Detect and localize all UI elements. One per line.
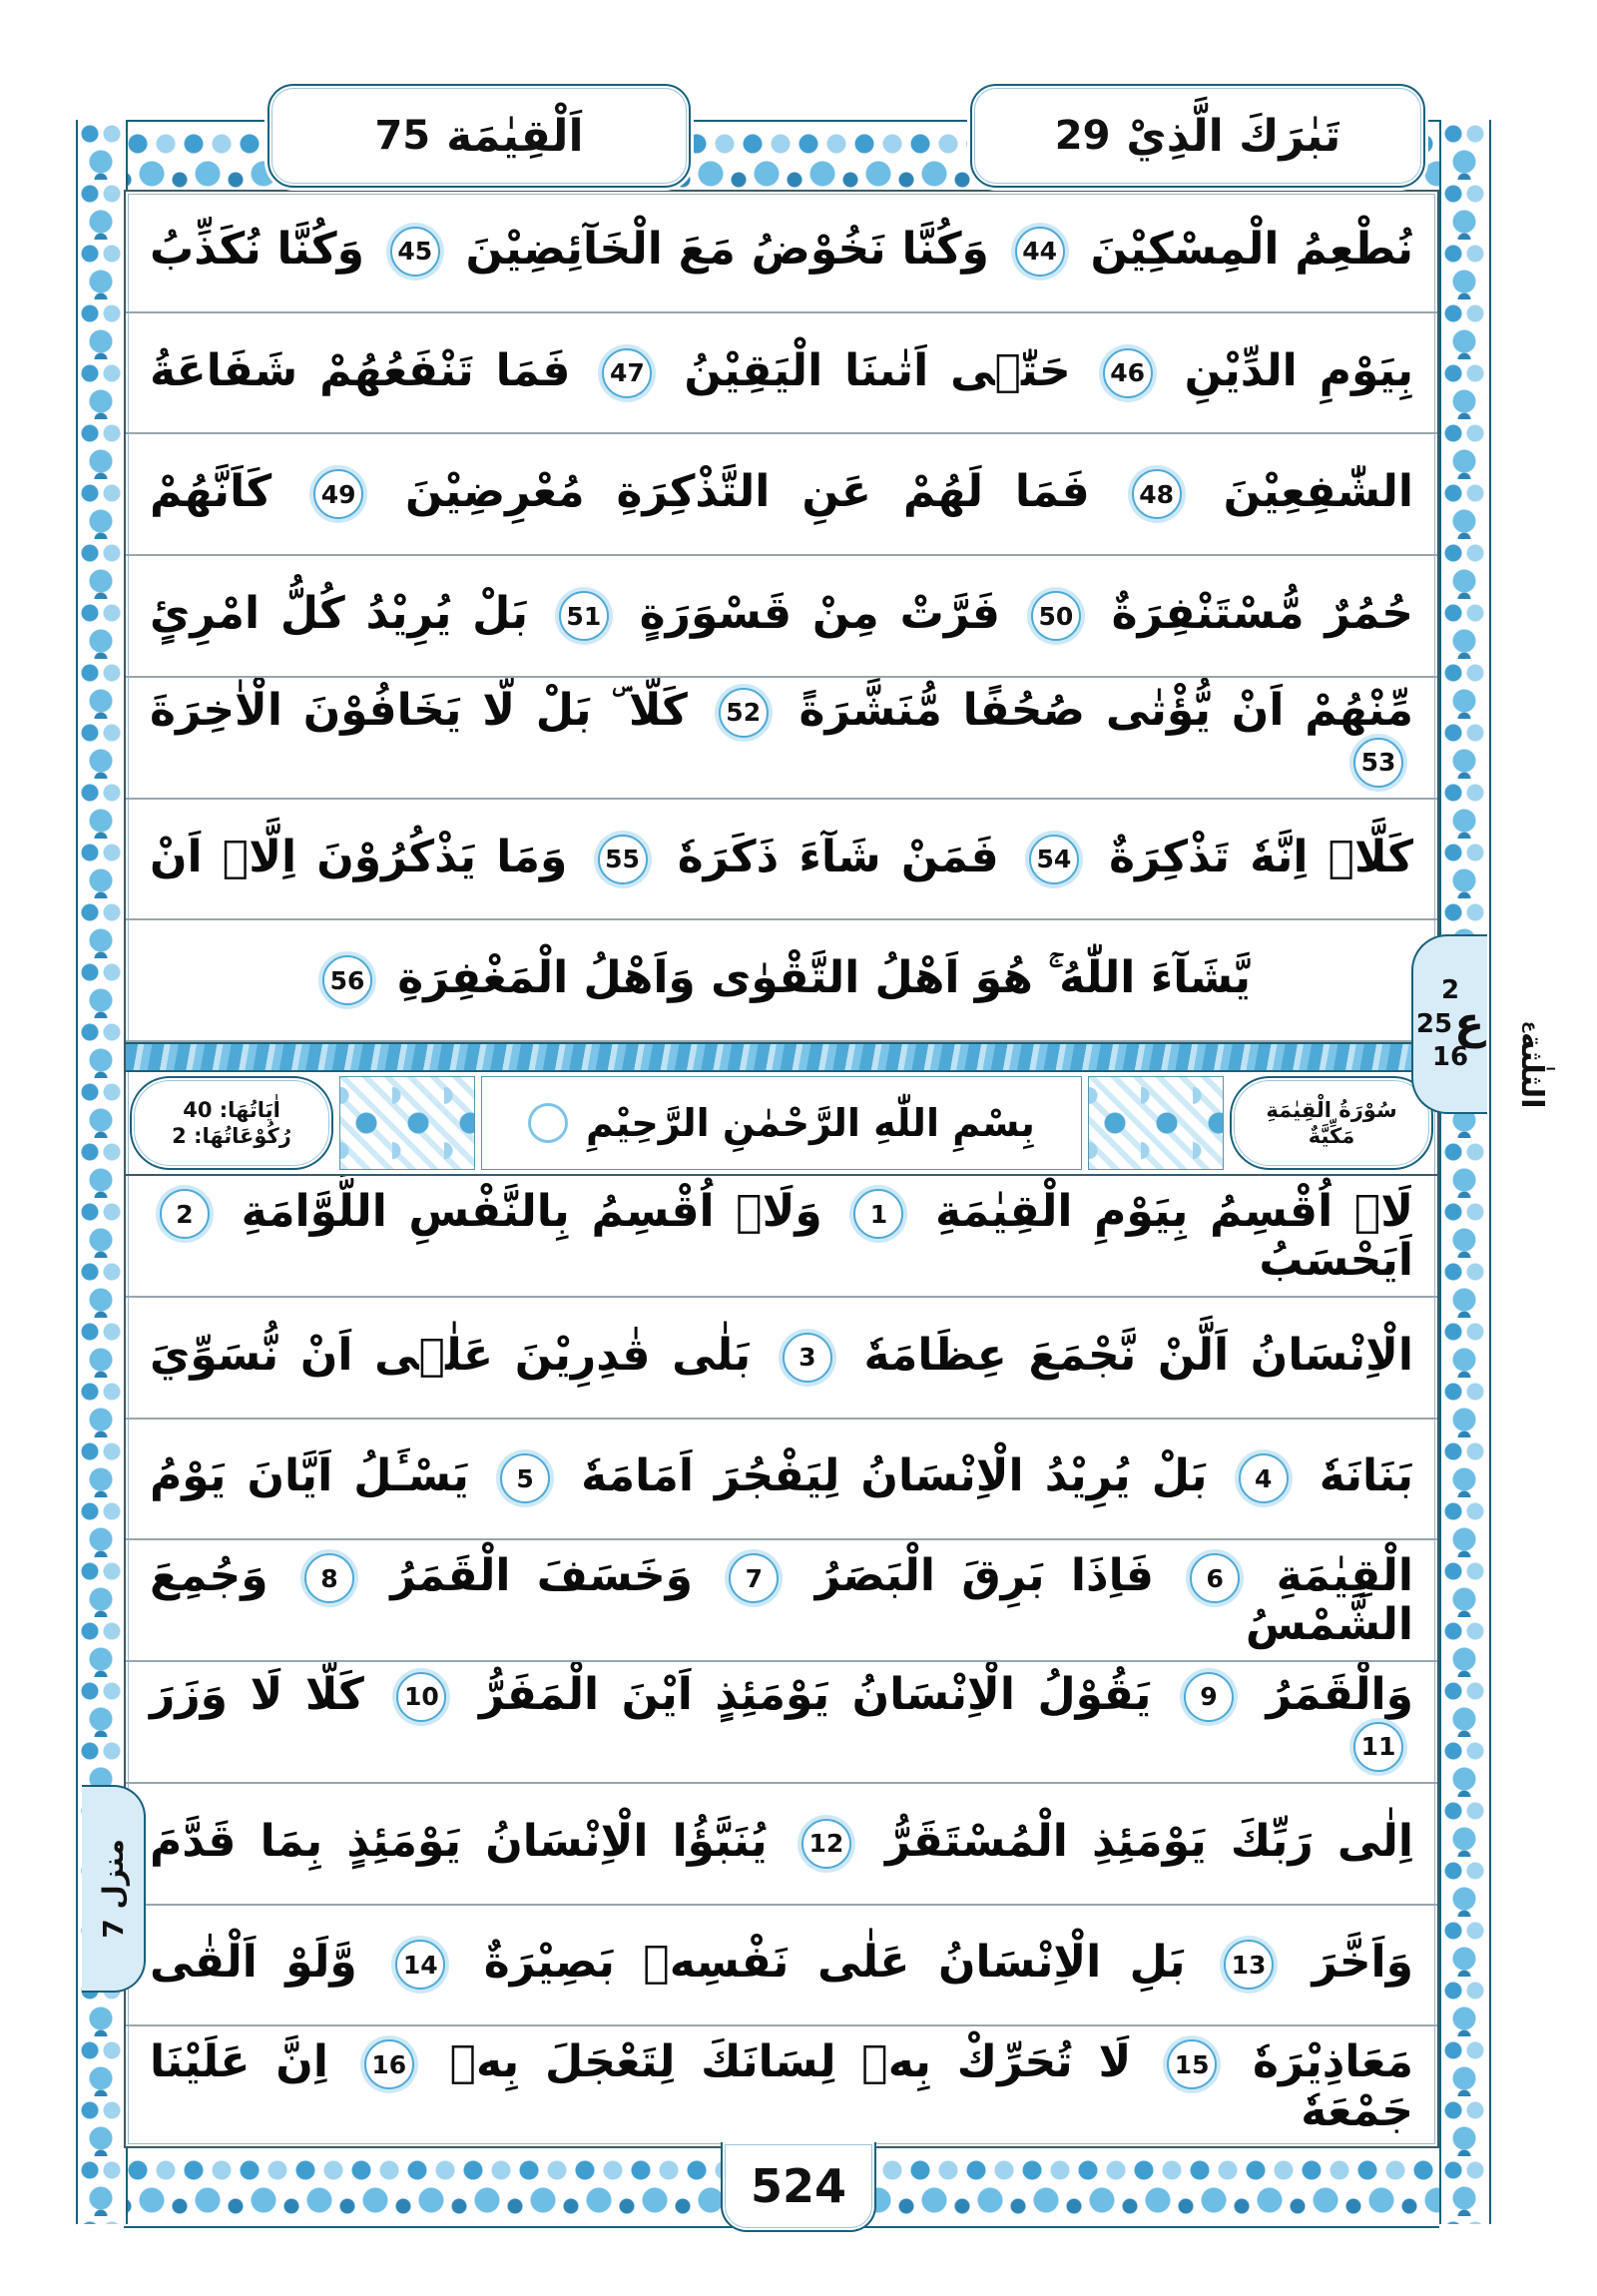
quran-line-row	[126, 800, 1437, 921]
frame-ornament-right	[1439, 120, 1491, 2224]
ruku-ain-symbol: ع	[1454, 998, 1485, 1050]
ruku-number-mid: 25	[1415, 1009, 1453, 1039]
ayah-count-text: اٰيَاتُهَا: 40	[183, 1097, 280, 1122]
verse-number-badge: 5	[500, 1453, 550, 1503]
quran-line: نُطْعِمُ الْمِسْكِيْنَ 44 وَكُنَّا نَخُوْضُ مَعَ الْخَآئِضِيْنَ 45 وَكُنَّا نُكَذِّبُ	[150, 223, 1413, 275]
verse-number-badge: 8	[304, 1553, 354, 1603]
quran-line-row	[126, 434, 1437, 556]
quran-line-row	[126, 1540, 1437, 1662]
text-frame	[124, 190, 1439, 2148]
hizb-fraction-label	[1514, 938, 1549, 1108]
verse-number-badge: 15	[1167, 2039, 1217, 2089]
quran-line: بِيَوْمِ الدِّيْنِ 46 حَتّٰۤى اَتٰىنَا الْيَقِيْنُ 47 فَمَا تَنْفَعُهُمْ شَفَاعَةُ	[150, 344, 1414, 396]
ruku-number-bottom: 16	[1431, 1041, 1469, 1072]
verse-number-badge: 48	[1132, 469, 1182, 519]
quran-line-row	[126, 1784, 1437, 1906]
quran-line: كَلَّاۤ اِنَّهٗ تَذْكِرَةٌ 54 فَمَنْ شَآءَ ذَكَرَهٗ 55 وَمَا يَذْكُرُوْنَ اِلَّاۤ اَنْ	[150, 831, 1414, 882]
ruku-marker-badge	[1411, 934, 1487, 1114]
quran-line-row	[126, 1420, 1437, 1541]
verse-number-badge: 54	[1029, 835, 1079, 884]
verse-number-badge: 4	[1239, 1453, 1289, 1503]
surah-title-cartouche	[1230, 1076, 1433, 1170]
quran-line: حُمُرٌ مُّسْتَنْفِرَةٌ 50 فَرَّتْ مِنْ قَسْوَرَةٍ 51 بَلْ يُرِيْدُ كُلُّ امْرِئٍ	[150, 588, 1414, 640]
verse-number-badge: 55	[598, 835, 648, 884]
quran-line-row	[126, 1176, 1437, 1298]
juz-name-label: تَبٰرَكَ الَّذِيْ	[1126, 110, 1341, 162]
quran-line: الشّٰفِعِيْنَ 48 فَمَا لَهُمْ عَنِ التَّذْكِرَةِ مُعْرِضِيْنَ 49 كَاَنَّهُمْ	[150, 466, 1413, 518]
quran-line: وَالْقَمَرُ 9 يَقُوْلُ الْاِنْسَانُ يَوْمَئِذٍ اَيْنَ الْمَفَرُّ 10 كَلَّا لَا وَزَرَ 11	[126, 1672, 1437, 1772]
surah-number-label: 75	[374, 113, 431, 159]
quran-line: اِلٰى رَبِّكَ يَوْمَئِذِ الْمُسْتَقَرُّ 12 يُنَبَّؤُا الْاِنْسَانُ يَوْمَئِذٍ بِمَا قَدَّمَ	[150, 1815, 1413, 1867]
quran-line-row	[126, 1298, 1437, 1420]
quran-line: مَعَاذِيْرَهٗ 15 لَا تُحَرِّكْ بِهٖ لِسَانَكَ لِتَعْجَلَ بِهٖ 16 اِنَّ عَلَيْنَا جَمْعَهٗ	[150, 2036, 1413, 2137]
verse-number-badge: 45	[390, 227, 440, 277]
verse-number-badge: 51	[559, 591, 609, 641]
page-number-text: 524	[750, 2159, 847, 2213]
quran-line-row	[126, 678, 1437, 800]
quran-line: وَاَخَّرَ 13 بَلِ الْاِنْسَانُ عَلٰى نَفْسِهٖ بَصِيْرَةٌ 14 وَّلَوْ اَلْقٰى	[150, 1937, 1413, 1989]
ruku-count-text: رُكُوْعَاتُهَا: 2	[172, 1124, 291, 1149]
circle-ornament-icon	[528, 1103, 568, 1143]
verse-number-badge: 13	[1224, 1940, 1274, 1990]
quran-line-row	[126, 1906, 1437, 2027]
surah-title-text: سُوْرَةُ الْقِيٰمَةِ	[1266, 1097, 1397, 1122]
manzil-marker-badge	[82, 1785, 146, 1993]
surah-name-tab	[267, 84, 691, 188]
verse-number-badge: 46	[1103, 348, 1153, 398]
verse-number-badge: 53	[1353, 738, 1403, 788]
basmala-panel	[481, 1076, 1082, 1170]
quran-line: الْقِيٰمَةِ 6 فَاِذَا بَرِقَ الْبَصَرُ 7 وَخَسَفَ الْقَمَرُ 8 وَجُمِعَ الشَّمْسُ	[150, 1550, 1414, 1651]
quran-line-row	[126, 192, 1437, 313]
hizb-fraction-text: الثلٰثة	[1514, 1031, 1549, 1108]
quran-line: بَنَانَهٗ 4 بَلْ يُرِيْدُ الْاِنْسَانُ لِيَفْجُرَ اَمَامَهٗ 5 يَسْـَٔلُ اَيَّانَ يَوْمُ	[150, 1450, 1413, 1502]
verse-number-badge: 7	[729, 1553, 779, 1603]
quran-line: مِّنْهُمْ اَنْ يُّؤْتٰى صُحُفًا مُّنَشَّرَةً 52 كَلَّا ۜ بَلْ لَّا يَخَافُوْنَ الْاٰخِرَةَ 53	[126, 688, 1437, 788]
juz-name-tab	[970, 84, 1425, 188]
braided-border-ornament	[126, 1042, 1437, 1072]
verse-number-badge: 49	[313, 469, 363, 519]
quran-line: لَاۤ اُقْسِمُ بِيَوْمِ الْقِيٰمَةِ 1 وَلَاۤ اُقْسِمُ بِالنَّفْسِ اللَّوَّامَةِ 2 اَيَحْسَبُ	[126, 1189, 1437, 1283]
verse-number-badge: 12	[801, 1819, 851, 1869]
verse-number-badge: 9	[1184, 1672, 1234, 1722]
verse-number-badge: 56	[322, 955, 372, 1005]
quran-line-row	[126, 1662, 1437, 1784]
page-number-tab	[721, 2142, 876, 2232]
verse-number-badge: 11	[1353, 1722, 1403, 1772]
verse-number-badge: 44	[1015, 227, 1065, 277]
quran-line-row	[126, 313, 1437, 435]
verse-number-badge: 1	[853, 1189, 903, 1239]
surah-header-band	[126, 1042, 1437, 1176]
verse-number-badge: 2	[160, 1189, 210, 1239]
manzil-text: منزل 7	[96, 1839, 130, 1939]
verse-number-badge: 16	[364, 2039, 414, 2089]
surah-origin-text: مَكِّيَّةٌ	[1308, 1124, 1355, 1149]
verse-number-badge: 10	[396, 1672, 446, 1722]
quran-line-row	[126, 2026, 1437, 2146]
floral-ornament-panel	[1088, 1076, 1224, 1170]
verse-number-badge: 47	[602, 348, 652, 398]
juz-number-label: 29	[1054, 113, 1111, 159]
quran-line: الْاِنْسَانُ اَلَّنْ نَّجْمَعَ عِظَامَهٗ 3 بَلٰى قٰدِرِيْنَ عَلٰۤى اَنْ نُّسَوِّيَ	[150, 1329, 1414, 1381]
basmala-text: بِسْمِ اللّٰهِ الرَّحْمٰنِ الرَّحِيْمِ	[586, 1101, 1035, 1146]
verse-number-badge: 14	[395, 1940, 445, 1990]
verse-number-badge: 52	[719, 688, 769, 738]
hizb-fraction-mark: ع	[1522, 1020, 1541, 1032]
quran-line-surah-end: يَّشَآءَ اللّٰهُ ۚ هُوَ اَهْلُ التَّقْوٰى وَاَهْلُ الْمَغْفِرَةِ 56	[126, 955, 1437, 1005]
verse-number-badge: 6	[1190, 1553, 1240, 1603]
ruku-number-top: 2	[1440, 974, 1460, 1005]
quran-line-row	[126, 556, 1437, 678]
verse-number-badge: 3	[783, 1333, 832, 1383]
surah-name-label: اَلْقِيٰمَة	[446, 110, 584, 162]
quran-line-row	[126, 920, 1437, 1042]
verse-number-badge: 50	[1031, 591, 1081, 641]
surah-info-cartouche	[130, 1076, 333, 1170]
floral-ornament-panel	[339, 1076, 475, 1170]
